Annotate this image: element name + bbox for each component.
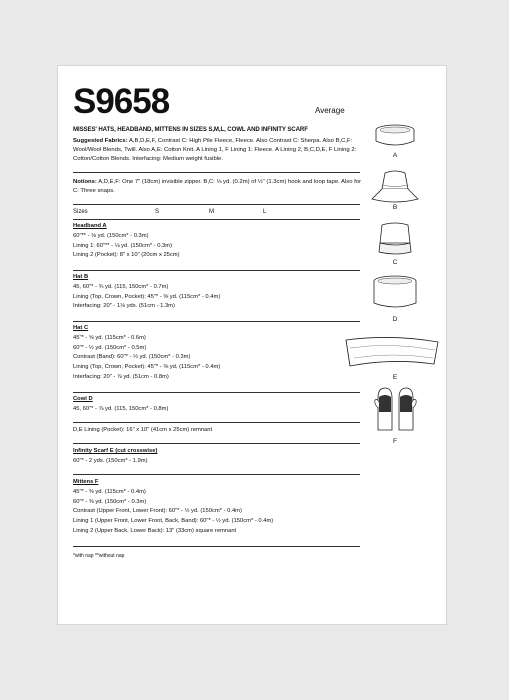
section-title: Headband A — [73, 223, 107, 229]
size-m: M — [209, 209, 214, 215]
section-infinity-scarf-e — [73, 447, 363, 467]
section-headband-a — [73, 222, 363, 261]
notions — [73, 178, 363, 196]
figure-label: B — [392, 204, 398, 211]
yardage-line: D,E Lining (Pocket): 16" x 10" (41cm x 25cm) remnant — [73, 427, 213, 433]
figure-label: A — [392, 152, 398, 159]
difficulty-label: Average — [315, 106, 345, 115]
divider — [73, 422, 360, 423]
yardage-line: Interfacing: 20" - 1⅛ yds. (51cm - 1.3m) — [73, 303, 175, 310]
yardage-line: 60"* - 2 yds. (150cm* - 1.9m) — [73, 457, 148, 464]
yardage-line: Lining 2 (Upper Back, Lower Back): 13" (33cm) square remnant — [73, 527, 237, 534]
section-de-lining — [73, 426, 363, 436]
divider — [73, 321, 360, 322]
yardage-line: Contrast (Band): 60"* - ⅓ yd. (150cm* - 0.3m) — [73, 354, 191, 361]
yardage-line: 45"* - ⅝ yd. (115cm* - 0.6m) — [73, 334, 146, 341]
divider — [73, 204, 360, 205]
yardage-line: Contrast (Upper Front, Lower Front): 60"* - ½ yd. (150cm* - 0.4m) — [73, 508, 242, 515]
band-hat-illustration — [370, 221, 420, 257]
divider — [73, 219, 360, 220]
yardage-line: Interfacing: 20" - ⅞ yd. (51cm - 0.8m) — [73, 373, 169, 380]
size-l: L — [263, 209, 267, 215]
divider — [73, 172, 360, 173]
figure-label: F — [393, 438, 397, 445]
pattern-code: S9658 — [73, 82, 170, 121]
section-cowl-d — [73, 395, 363, 415]
yardage-line: 45"* - ⅜ yd. (115cm* - 0.4m) — [73, 488, 146, 495]
pattern-subtitle: MISSES' HATS, HEADBAND, MITTENS IN SIZES S,M,L, COWL AND INFINITY SCARF — [73, 126, 308, 133]
yardage-line: Lining 1 (Upper Front, Lower Front, Back, Band): 60"* - ½ yd. (150cm* - 0.4m) — [73, 518, 274, 525]
cowl-illustration — [368, 273, 422, 313]
figure-label: C — [392, 259, 398, 266]
yardage-line: Lining (Top, Crown, Pocket): 45"* - ⅜ yd. (115cm* - 0.4m) — [73, 293, 221, 300]
divider — [73, 270, 360, 271]
sizes-label: Sizes — [73, 209, 88, 215]
section-title: Hat B — [73, 274, 89, 280]
yardage-line: 60"** - ⅛ yd. (150cm* - 0.3m) — [73, 232, 149, 239]
bucket-hat-illustration — [368, 169, 422, 203]
fabrics-label: Suggested Fabrics: — [73, 138, 128, 144]
yardage-line: 60"* - ½ yd. (150cm* - 0.5m) — [73, 344, 147, 351]
yardage-line: Lining 1: 60"** - ⅛ yd. (150cm* - 0.3m) — [73, 242, 173, 249]
infinity-scarf-illustration — [340, 334, 444, 372]
figure-label: E — [392, 374, 398, 381]
notions-label: Notions: — [73, 179, 97, 185]
section-hat-c — [73, 324, 363, 383]
yardage-line: 60"* - ⅜ yd. (150cm* - 0.3m) — [73, 498, 147, 505]
mittens-illustration — [373, 386, 419, 434]
section-mittens-f — [73, 478, 363, 537]
suggested-fabrics — [73, 137, 363, 164]
divider — [73, 474, 360, 475]
divider — [73, 392, 360, 393]
notions-text: A,D,E,F: One 7" (18cm) invisible zipper. B,C: ⅛ yd. (0.2m) of ½" (1.3cm) hook and loop tape. Also for C: Three snaps. — [73, 179, 362, 194]
section-title: Cowl D — [73, 396, 93, 402]
yardage-line: 45, 60"* - ¾ yd. (115, 150cm* - 0.7m) — [73, 283, 169, 290]
section-title: Hat C — [73, 325, 89, 331]
section-title: Mittens F — [73, 479, 99, 485]
yardage-line: Lining (Top, Crown, Pocket): 45"* - ⅜ yd. (115cm* - 0.4m) — [73, 364, 221, 371]
fabrics-text: A,B,D,E,F, Contrast C: High Pile Fleece, Fleece. Also Contrast C: Sherpa. Also B,C,F: Wool/Wool Blends, Twill. Also A,E: Cotton Knit. A Lining 1, F Lining 1: Fleece. A Lining 2, B,C,D,E, F Lining 2: Cotton/Cotton Blends. Interfacing: Medium weight fusible. — [73, 138, 357, 162]
pattern-envelope-page — [58, 66, 446, 624]
divider — [73, 443, 360, 444]
figure-label: D — [392, 316, 398, 323]
section-hat-b — [73, 273, 363, 312]
yardage-line: 45, 60"* - ⅞ yd. (115, 150cm* - 0.8m) — [73, 405, 169, 412]
divider — [73, 546, 360, 547]
headband-illustration — [370, 123, 420, 151]
section-title: Infinity Scarf E (cut crosswise) — [73, 448, 158, 454]
yardage-line: Lining 2 (Pocket): 8" x 10" (20cm x 25cm) — [73, 252, 180, 259]
footnote: *with nap **without nap — [73, 553, 125, 559]
size-s: S — [155, 209, 160, 215]
